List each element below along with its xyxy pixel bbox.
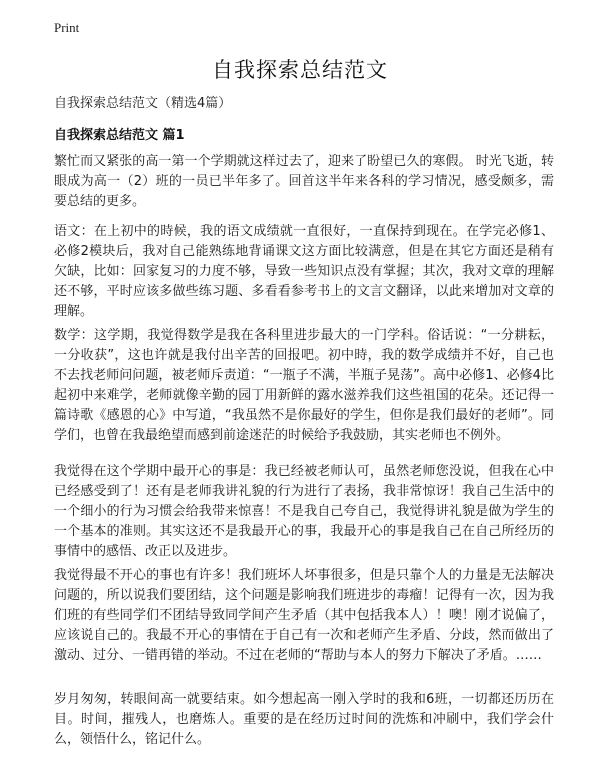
paragraph-conclusion: 岁月匆匆，转眼间高一就要结束。如今想起高一刚入学时的我和6班，一切都还历历在目。时间，摧残人，也磨炼人。重要的是在经历过时间的洗炼和冲刷中，我们学会什么，领悟什么，铭记什么。 (54, 692, 554, 747)
paragraph-chinese: 语文：在上初中的時候，我的语文成绩就一直很好，一直保持到现在。在学完必修1、必修2模块后，我对自己能熟练地背诵课文这方面比较满意，但是在其它方面还是稍有欠缺，比如：回家复习的力度不够，导致一些知识点没有掌握；其次，我对文章的理解还不够，平时应该多做些练习题、多看看参考书上的文言文翻译，以此来增加对文章的理解。 (54, 224, 554, 319)
paragraph-math: 数学：这学期，我觉得数学是我在各科里进步最大的一门学科。俗话说：“一分耕耘，一分收获”，这也许就是我付出辛苦的回报吧。初中時，我的数学成绩并不好，自己也不去找老师问问题，被老师斥责道：“一瓶子不满，半瓶子晃荡”。高中必修1、必修4比起初中来难学，老师就像辛勤的园丁用新鲜的露水滋养我们这些祖国的花朵。还记得一篇诗歌《感恩的心》中写道，“我虽然不是你最好的学生，但你是我们最好的老师”。同学们，也曾在我最绝望而感到前途迷茫的时候给予我鼓励，其实老师也不例外。 (54, 328, 554, 443)
print-link[interactable]: Print (54, 20, 80, 35)
document-subtitle: 自我探索总结范文（精选4篇） (54, 96, 232, 111)
paragraph-unhappy: 我觉得最不开心的事也有许多！我们班坏人坏事很多，但是只靠个人的力量是无法解决问题的，所以说我们要团结，这个问题是影响我们班进步的毒瘤！记得有一次，因为我们班的有些同学们不团结导致同学间产生矛盾（其中包括我本人）！噢！刚才说偏了，应该说自己的。我最不开心的事情在于自己有一次和老师产生矛盾、分歧，然而做出了激动、过分、一错再错的举动。不过在老师的“帮助与本人的努力下解决了矛盾。…… (54, 568, 554, 663)
page-title: 自我探索总结范文 (212, 58, 388, 82)
section-heading: 自我探索总结范文 篇1 (54, 128, 185, 143)
paragraph-intro: 繁忙而又紧张的高一第一个学期就这样过去了，迎来了盼望已久的寒假。 时光飞逝，转眼成为高一（2）班的一员已半年多了。回首这半年来各科的学习情况，感受颇多，需要总结的更多。 (54, 154, 554, 209)
paragraph-happiest: 我觉得在这个学期中最开心的事是：我已经被老师认可，虽然老师您没说，但我在心中已经感受到了！还有是老师我讲礼貌的行为进行了表扬，我非常惊讶！我自己生活中的一个细小的行为习惯会给我带来惊喜！不是我自己夸自己，我觉得讲礼貌是做为学生的一个基本的准则。其实这还不是我最开心的事，我最开心的事是我自己在自己所经历的事情中的感悟、改正以及进步。 (54, 464, 554, 559)
